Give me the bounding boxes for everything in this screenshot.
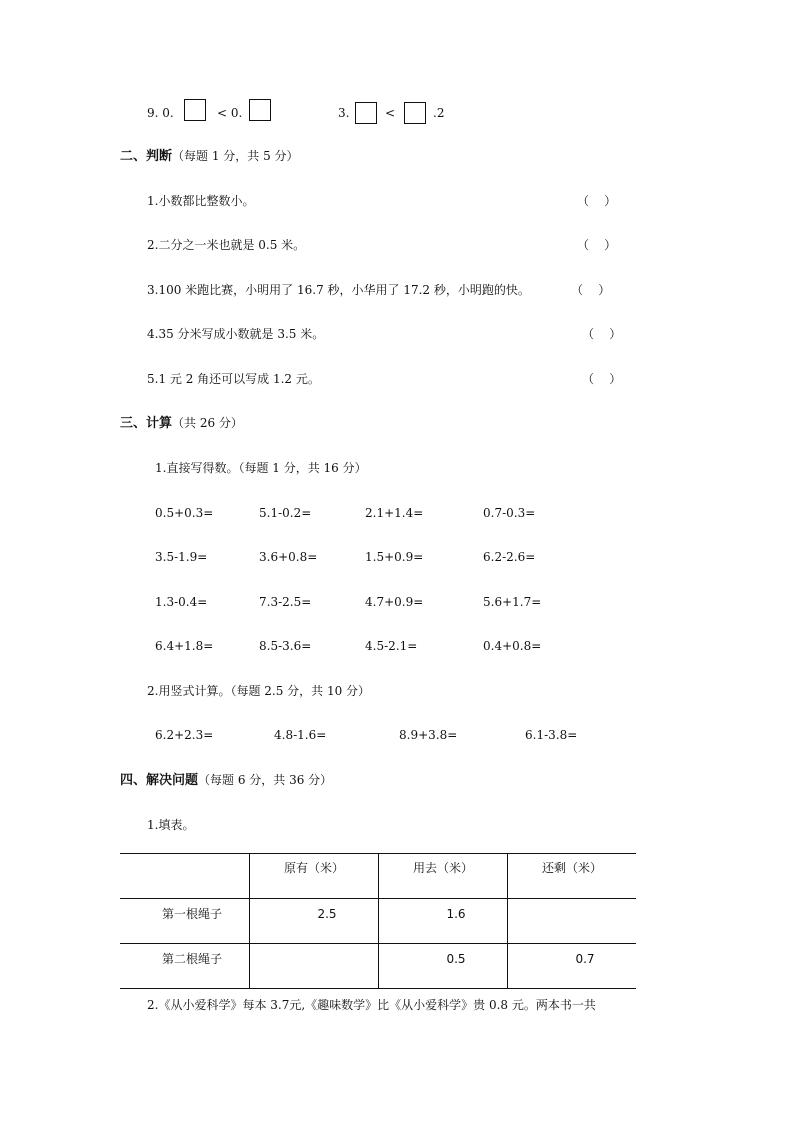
judgement-item-3: 3.100 米跑比赛，小明用了 16.7 秒，小华用了 17.2 秒，小明跑的快。 [147, 283, 530, 297]
section-title: 四、解决问题 [120, 773, 199, 788]
compare-a-prefix: 9. 0. [147, 106, 174, 120]
section-note: （每题 1 分，共 5 分） [172, 149, 299, 163]
expression: 2.1+1.4= [365, 506, 424, 520]
answer-paren[interactable]: （ ） [577, 194, 617, 208]
table-cell: 2.5 [317, 907, 337, 921]
answer-box[interactable] [404, 102, 426, 124]
section-heading-calculation [120, 415, 243, 432]
expression: 6.1-3.8= [525, 728, 578, 742]
table-cell: 第二根绳子 [161, 952, 222, 966]
answer-paren[interactable]: （ ） [582, 327, 622, 341]
expression: 5.1-0.2= [259, 506, 312, 520]
expression: 8.9+3.8= [399, 728, 458, 742]
compare-b-prefix: 3. [338, 106, 350, 120]
table-rule [120, 988, 636, 989]
judgement-item-4: 4.35 分米写成小数就是 3.5 米。 [147, 327, 325, 341]
question-1: 1.填表。 [147, 818, 195, 832]
answer-paren[interactable]: （ ） [582, 372, 622, 386]
judgement-item-5: 5.1 元 2 角还可以写成 1.2 元。 [147, 372, 320, 386]
section-title: 三、计算 [120, 416, 173, 431]
sub-question: 1.直接写得数。（每题 1 分，共 16 分） [155, 461, 367, 475]
table-cell: 0.5 [446, 952, 466, 966]
judgement-item-2: 2.二分之一米也就是 0.5 米。 [147, 238, 306, 252]
table-cell: 1.6 [446, 907, 466, 921]
sub-question: 2.用竖式计算。（每题 2.5 分，共 10 分） [147, 684, 371, 698]
answer-box[interactable] [249, 99, 271, 121]
expression: 1.3-0.4= [155, 595, 208, 609]
table-header: 原有（米） [283, 861, 344, 875]
expression: 0.7-0.3= [483, 506, 536, 520]
expression: 6.4+1.8= [155, 639, 214, 653]
answer-paren[interactable]: （ ） [577, 238, 617, 252]
expression: 4.7+0.9= [365, 595, 424, 609]
answer-box[interactable] [184, 99, 206, 121]
section-heading-problems [120, 772, 332, 789]
expression: 3.5-1.9= [155, 550, 208, 564]
expression: 5.6+1.7= [483, 595, 542, 609]
question-2: 2.《从小爱科学》每本 3.7元,《趣味数学》比《从小爱科学》贵 0.8 元。两本书一共 [147, 998, 596, 1012]
expression: 7.3-2.5= [259, 595, 312, 609]
table-header: 还剩（米） [541, 861, 602, 875]
compare-b-suffix: .2 [433, 106, 445, 120]
expression: 6.2-2.6= [483, 550, 536, 564]
table-header: 用去（米） [412, 861, 473, 875]
compare-a-mid: < 0. [217, 106, 243, 120]
section-note: （共 26 分） [172, 416, 243, 430]
section-title: 二、判断 [120, 149, 173, 164]
expression: 0.4+0.8= [483, 639, 542, 653]
answer-box[interactable] [355, 102, 377, 124]
answer-paren[interactable]: （ ） [571, 283, 611, 297]
section-heading-judgement [120, 148, 299, 165]
expression: 3.6+0.8= [259, 550, 318, 564]
expression: 0.5+0.3= [155, 506, 214, 520]
table-cell: 0.7 [575, 952, 595, 966]
expression: 1.5+0.9= [365, 550, 424, 564]
expression: 4.8-1.6= [274, 728, 327, 742]
table-cell: 第一根绳子 [161, 907, 222, 921]
judgement-item-1: 1.小数都比整数小。 [147, 194, 255, 208]
expression: 8.5-3.6= [259, 639, 312, 653]
compare-b-mid: < [385, 106, 396, 120]
expression: 4.5-2.1= [365, 639, 418, 653]
expression: 6.2+2.3= [155, 728, 214, 742]
section-note: （每题 6 分，共 36 分） [198, 773, 333, 787]
